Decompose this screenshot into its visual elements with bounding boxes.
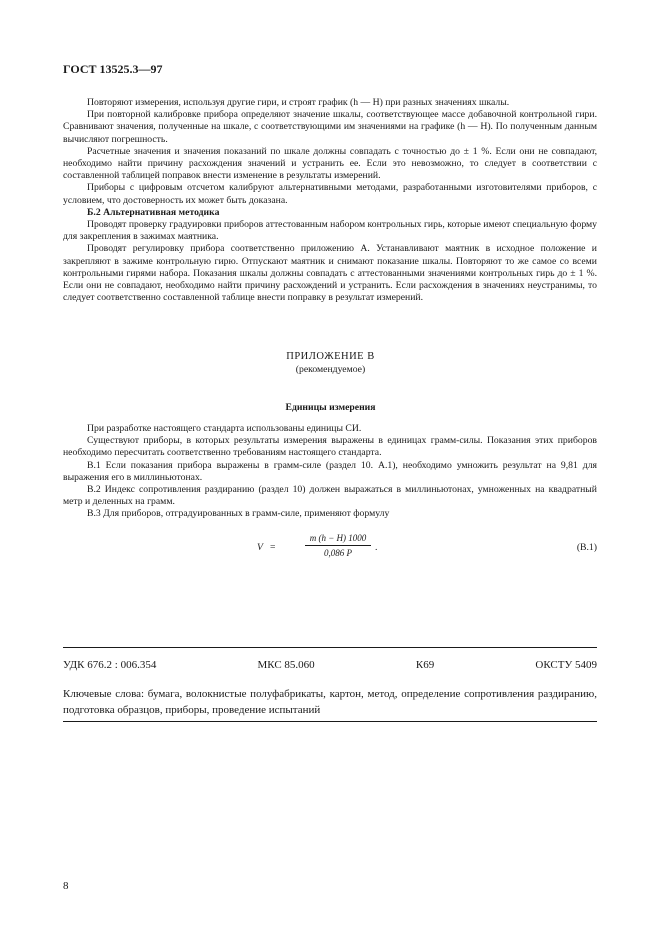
formula-numerator: m (h − H) 1000 [309, 533, 367, 543]
paragraph: В.1 Если показания прибора выражены в грамм-силе (раздел 10. А.1), необходимо умножить результат на 9,81 для выражения его в миллиньютонах. [63, 459, 597, 483]
paragraph: В.3 Для приборов, отградуированных в грамм-силе, применяют формулу [87, 508, 390, 520]
classification-row [63, 659, 597, 671]
paragraph: Повторяют измерения, используя другие гири, и строят график (h — H) при разных значениях шкалы. [87, 97, 510, 108]
formula-equals: = [270, 542, 276, 553]
annex-status: (рекомендуемое) [295, 364, 366, 375]
formula-fraction [305, 532, 371, 559]
udk-code: УДК 676.2 : 006.354 [63, 659, 157, 671]
formula-terminator: . [375, 542, 378, 553]
section-b-body [63, 97, 597, 304]
subsection-heading: Б.2 Альтернативная методика [87, 206, 220, 218]
paragraph: Приборы с цифровым отсчетом калибруют альтернативными методами, разработанными изготовителями приборов, с условием, что достоверность их может быть доказана. [63, 182, 597, 206]
paragraph: При повторной калибровке прибора определяют значение шкалы, соответствующее массе добавочной контрольной гири. Сравнивают значения, полученные на шкале, с соответствующими им значениями на графике (h — H). По полученным данным вычисляют погрешность. [63, 109, 597, 145]
annex-title: ПРИЛОЖЕНИЕ В [286, 351, 375, 362]
paragraph: Проводят регулировку прибора соответственно приложению А. Устанавливают маятник в исходное положение и закрепляют в зажиме контрольную гирю. Отпускают маятник и снимают показание шкалы. Повторяют то же самое со всеми контрольными гирями набора. Показания шкалы должны совпадать с аттестованными значениями контрольных гирь до ± 1 %. Если они не совпадают, необходимо найти причину расхождений и устранить. Если расхождения в значениях неустранимы, то следует соответственно составленной таблице внести поправку в результат измерений. [63, 243, 597, 304]
category-code: К69 [415, 659, 435, 671]
mks-code: МКС 85.060 [257, 659, 315, 671]
keywords: Ключевые слова: бумага, волокнистые полуфабрикаты, картон, метод, определение сопротивления раздиранию, подготовка образцов, приборы, проведение испытаний [63, 688, 597, 716]
divider-bottom [63, 721, 597, 722]
annex-body [63, 423, 597, 521]
annex-heading: Единицы измерения [285, 402, 376, 413]
paragraph: При разработке настоящего стандарта использованы единицы СИ. [87, 423, 362, 434]
formula-number: (В.1) [576, 542, 597, 553]
paragraph: Проводят проверку градуировки приборов аттестованным набором контрольных гирь, которые имеют специальную форму для закрепления в зажимах маятника. [63, 219, 597, 243]
okstu-code: ОКСТУ 5409 [535, 659, 597, 671]
formula-lhs: V [257, 542, 263, 553]
document-code-header: ГОСТ 13525.3—97 [63, 62, 163, 76]
paragraph: Существуют приборы, в которых результаты измерения выражены в единицах грамм-силы. Показания этих приборов необходимо пересчитать соответственно требованиям настоящего стандарта. [63, 435, 597, 459]
paragraph: Расчетные значения и значения показаний по шкале должны совпадать с точностью до ± 1 %. Если они не совпадают, необходимо найти причину расхождения значений и устранить ее. Если это невозможно, то следует в соответствии с составленной таблицей поправок внести изменение в результаты измерений. [63, 145, 597, 182]
fraction-bar [305, 545, 371, 546]
formula-denominator: 0,086 P [324, 548, 352, 558]
paragraph: В.2 Индекс сопротивления раздиранию (раздел 10) должен выражаться в миллиньютонах, умноженных на квадратный метр и деленных на грамм. [63, 484, 597, 508]
divider-top [63, 647, 597, 648]
page-number: 8 [63, 880, 69, 892]
